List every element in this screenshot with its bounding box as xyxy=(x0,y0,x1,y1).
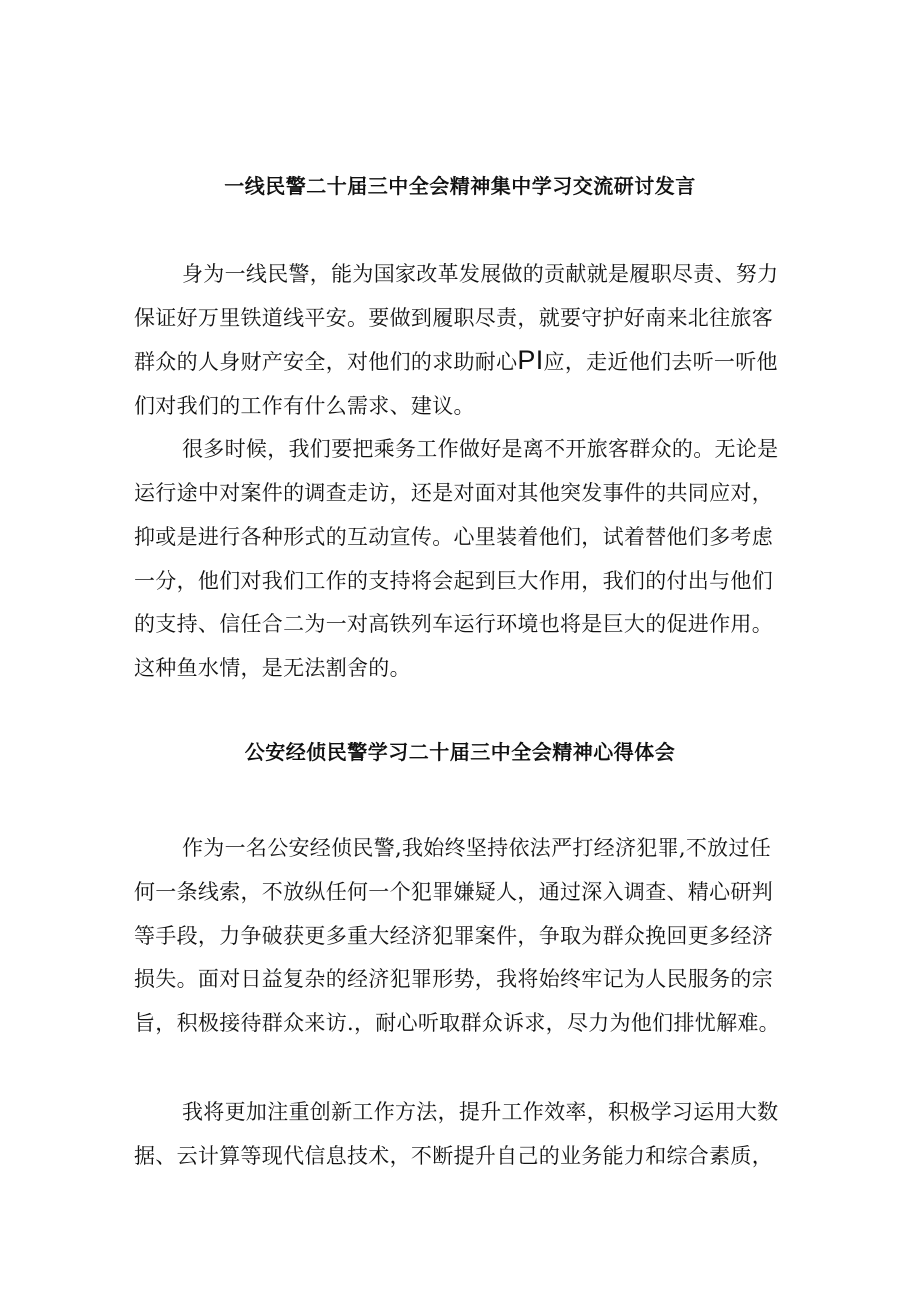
s1-p2-line-1: 很多时候，我们要把乘务工作做好是离不开旅客群众的。无论是 xyxy=(182,437,779,461)
s1-p2-line-5: 的支持、信任合二为一对高铁列车运行环境也将是巨大的促进作用。 xyxy=(134,612,773,636)
s1-p1-line-4: 们对我们的工作有什么需求、建议。 xyxy=(134,394,475,418)
s1-p1-line-3-after: 应，走近他们去听一听他 xyxy=(543,350,778,374)
section-2-title: 公安经侦民警学习二十届三中全会精神心得体会 xyxy=(244,740,676,764)
s1-p2-line-3: 抑或是进行各种形式的互动宣传。心里装着他们，试着替他们多考虑 xyxy=(134,525,773,549)
s1-p1-line-3-before: 群众的人身财产安全，对他们的求助耐心 xyxy=(134,350,518,374)
section-1-title: 一线民警二十届三中全会精神集中学习交流研讨发言 xyxy=(224,174,696,198)
s2-p1-line-3: 等手段，力争破获更多重大经济犯罪案件，争取为群众挽回更多经济 xyxy=(134,924,773,948)
s1-p1-line-3-glyph: PI xyxy=(517,345,544,375)
s1-p1-line-3 xyxy=(134,347,778,377)
s1-p1-line-1: 身为一线民警，能为国家改革发展做的贡献就是履职尽责、努力 xyxy=(182,262,779,286)
s1-p2-line-6: 这种鱼水情，是无法割舍的。 xyxy=(134,656,411,680)
s1-p2-line-4: 一分，他们对我们工作的支持将会起到巨大作用，我们的付出与他们 xyxy=(134,569,773,593)
s2-p1-line-2: 何一条线索，不放纵任何一个犯罪嫌疑人，通过深入调查、精心研判 xyxy=(134,880,773,904)
s2-p1-line-1: 作为一名公安经侦民警,我始终坚持依法严打经济犯罪,不放过任 xyxy=(182,836,772,860)
s1-p1-line-2: 保证好万里铁道线平安。要做到履职尽责，就要守护好南来北往旅客 xyxy=(134,306,773,330)
s2-p2-line-1: 我将更加注重创新工作方法，提升工作效率，积极学习运用大数 xyxy=(182,1100,779,1124)
s2-p1-line-4: 损失。面对日益复杂的经济犯罪形势，我将始终牢记为人民服务的宗 xyxy=(134,967,773,991)
s1-p2-line-2: 运行途中对案件的调查走访，还是对面对其他突发事件的共同应对， xyxy=(134,481,773,505)
s2-p1-line-5: 旨，积极接待群众来访.，耐心听取群众诉求，尽力为他们排忧解难。 xyxy=(134,1011,780,1035)
s2-p2-line-2: 据、云计算等现代信息技术，不断提升自己的业务能力和综合素质， xyxy=(134,1144,773,1168)
